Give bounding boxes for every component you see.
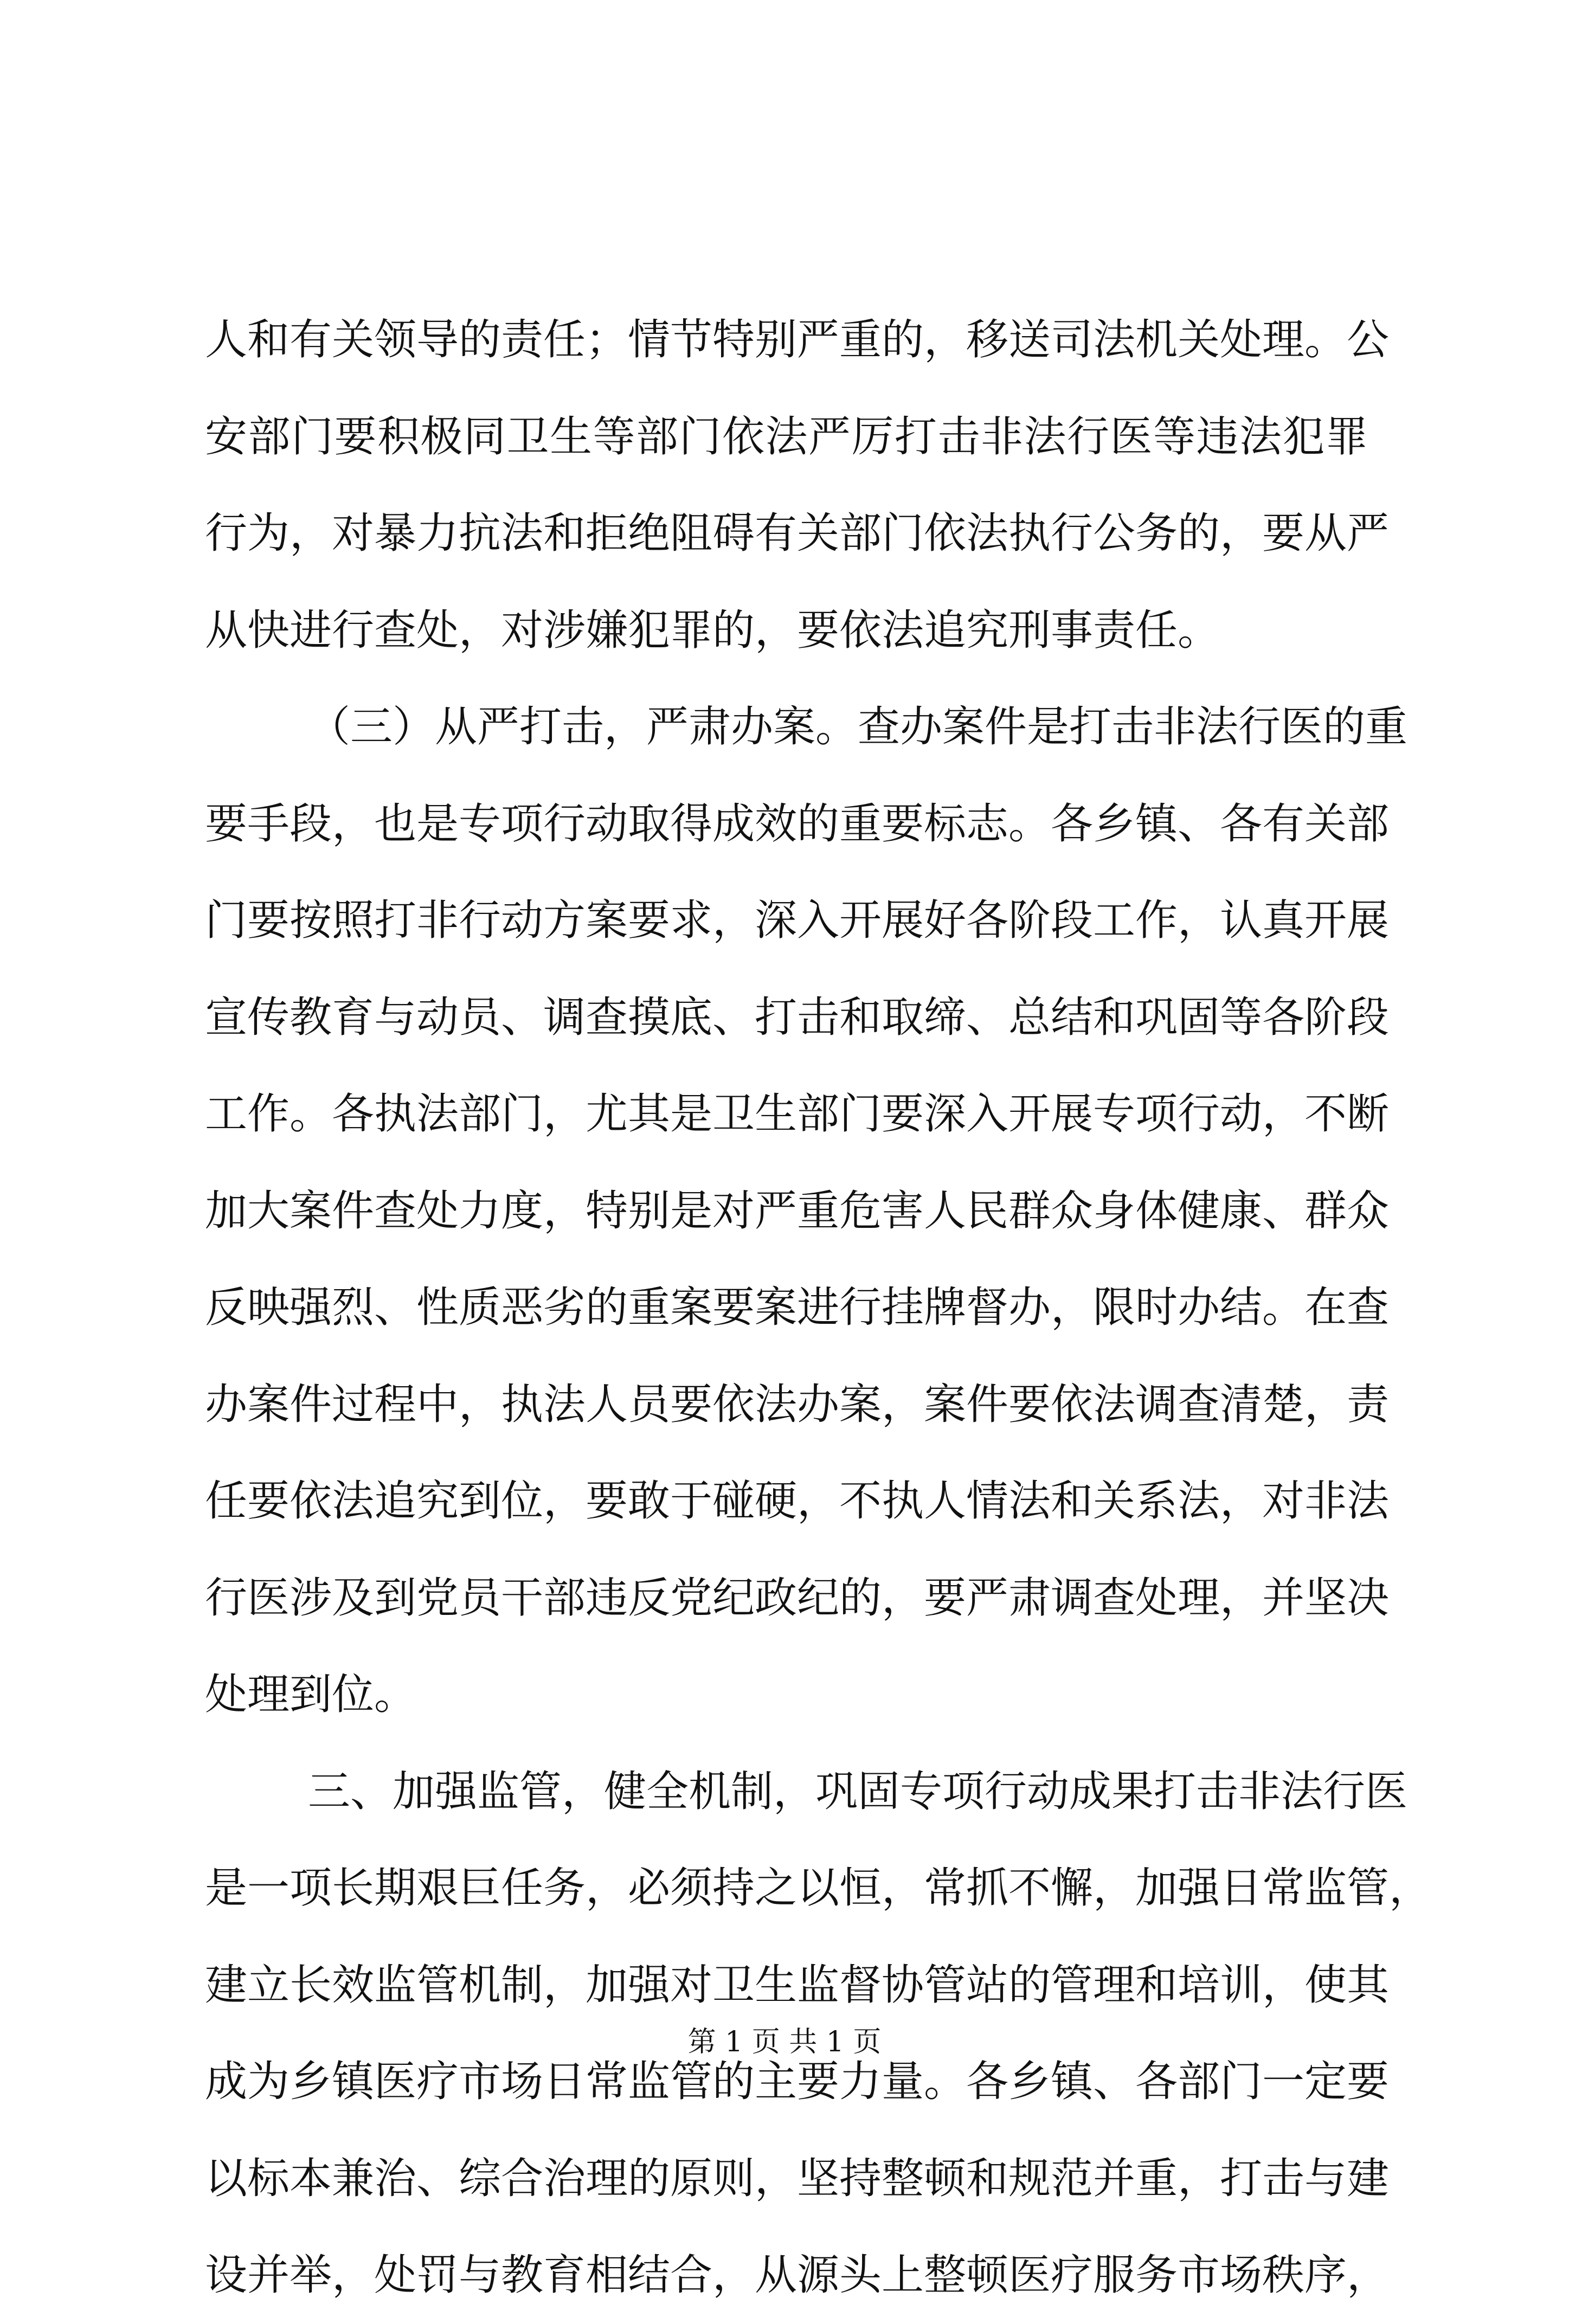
text-line: 工作。各执法部门，尤其是卫生部门要深入开展专项行动，不断 xyxy=(205,1090,1390,1138)
text-line: 门要按照打非行动方案要求，深入开展好各阶段工作，认真开展 xyxy=(205,896,1390,945)
text-line: 成为乡镇医疗市场日常监管的主要力量。各乡镇、各部门一定要 xyxy=(205,2057,1390,2106)
text-line: 设并举，处罚与教育相结合，从源头上整顿医疗服务市场秩序， xyxy=(205,2251,1390,2300)
text-line: 是一项长期艰巨任务，必须持之以恒，常抓不懈，加强日常监管， xyxy=(205,1864,1432,1913)
text-line: 办案件过程中，执法人员要依法办案，案件要依法调查清楚，责 xyxy=(205,1380,1390,1429)
text-line: 建立长效监管机制，加强对卫生监督协管站的管理和培训，使其 xyxy=(205,1960,1390,2010)
text-line: 三、加强监管，健全机制，巩固专项行动成果打击非法行医 xyxy=(308,1767,1408,1816)
text-line: 行为，对暴力抗法和拒绝阻碍有关部门依法执行公务的，要从严 xyxy=(205,509,1390,558)
text-line: 以标本兼治、综合治理的原则，坚持整顿和规范并重，打击与建 xyxy=(205,2154,1390,2203)
text-line: 人和有关领导的责任；情节特别严重的，移送司法机关处理。公 xyxy=(205,316,1390,364)
text-line: （三）从严打击，严肃办案。查办案件是打击非法行医的重 xyxy=(308,703,1408,751)
text-line: 宣传教育与动员、调查摸底、打击和取缔、总结和巩固等各阶段 xyxy=(205,993,1390,1042)
text-line: 安部门要积极同卫生等部门依法严厉打击非法行医等违法犯罪 xyxy=(205,412,1368,461)
text-line: 从快进行查处，对涉嫌犯罪的，要依法追究刑事责任。 xyxy=(205,606,1220,655)
page-footer: 第 1 页 共 1 页 xyxy=(687,2026,882,2058)
text-line: 任要依法追究到位，要敢于碰硬，不执人情法和关系法，对非法 xyxy=(205,1477,1390,1525)
text-line: 处理到位。 xyxy=(205,1670,417,1719)
text-line: 反映强烈、性质恶劣的重案要案进行挂牌督办，限时办结。在查 xyxy=(205,1283,1390,1332)
document-body xyxy=(205,292,1432,2324)
text-line: 加大案件查处力度，特别是对严重危害人民群众身体健康、群众 xyxy=(205,1186,1390,1235)
text-line: 行医涉及到党员干部违反党纪政纪的，要严肃调查处理，并坚决 xyxy=(205,1573,1390,1623)
text-line: 要手段，也是专项行动取得成效的重要标志。各乡镇、各有关部 xyxy=(205,799,1390,848)
